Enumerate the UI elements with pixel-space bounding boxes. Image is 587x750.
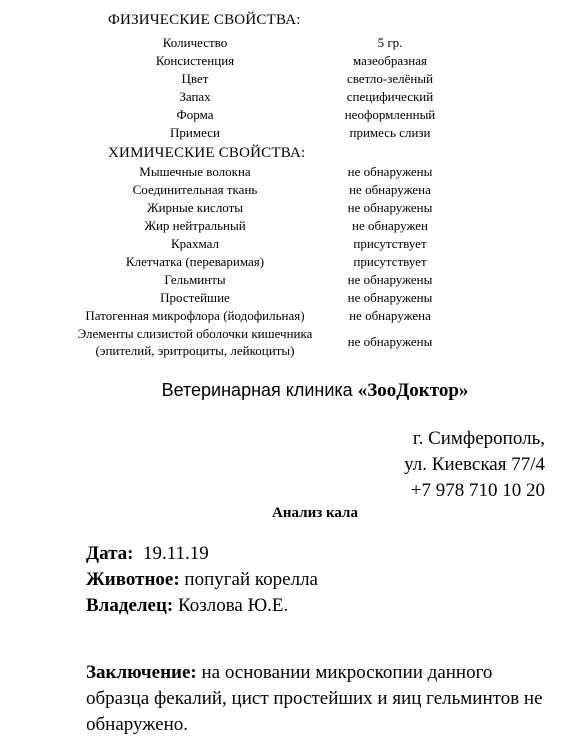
physical-row bbox=[0, 88, 587, 106]
physical-prop-label: Количество bbox=[162, 35, 228, 50]
physical-prop-value: специфический bbox=[346, 89, 434, 104]
physical-prop-label: Запах bbox=[179, 89, 211, 104]
physical-section-title: ФИЗИЧЕСКИЕ СВОЙСТВА: bbox=[108, 12, 301, 28]
physical-prop-label: Форма bbox=[176, 107, 214, 122]
chemical-prop-label: Простейшие bbox=[160, 290, 230, 305]
chemical-row bbox=[0, 289, 587, 307]
chemical-prop-value: не обнаружены bbox=[347, 290, 433, 305]
clinic-name: «ЗооДоктор» bbox=[357, 380, 469, 401]
owner-value: Козлова Ю.Е. bbox=[178, 595, 289, 616]
chemical-prop-value: не обнаружены bbox=[347, 164, 433, 179]
chemical-row bbox=[0, 235, 587, 253]
chemical-prop-value: не обнаружена bbox=[349, 308, 431, 323]
physical-row bbox=[0, 124, 587, 142]
physical-prop-label: Цвет bbox=[181, 71, 209, 86]
chemical-prop-label: Мышечные волокна bbox=[139, 164, 251, 179]
physical-prop-label: Примеси bbox=[170, 125, 220, 140]
animal-field bbox=[86, 569, 318, 591]
chemical-row bbox=[0, 253, 587, 271]
chemical-prop-label: Гельминты bbox=[164, 272, 226, 287]
owner-field bbox=[86, 595, 288, 617]
physical-prop-value: 5 гр. bbox=[377, 35, 403, 50]
physical-row bbox=[0, 106, 587, 124]
physical-prop-value: примесь слизи bbox=[349, 125, 431, 140]
chemical-row bbox=[0, 163, 587, 181]
physical-prop-value: светло-зелёный bbox=[346, 71, 434, 86]
conclusion-text: на основании микроскопии данного образца фекалий, цист простейших и яиц гельминтов не обнаружено. bbox=[86, 662, 543, 735]
conclusion-label: Заключение: bbox=[86, 662, 197, 683]
physical-prop-label: Консистенция bbox=[155, 53, 235, 68]
chemical-prop-label: Жирные кислоты bbox=[146, 200, 244, 215]
owner-label: Владелец: bbox=[86, 595, 174, 616]
chemical-prop-value: присутствует bbox=[353, 254, 427, 269]
chemical-row bbox=[0, 307, 587, 325]
chemical-row bbox=[0, 325, 587, 359]
address-city: г. Симферополь, bbox=[412, 428, 545, 449]
chemical-prop-value: не обнаружена bbox=[349, 182, 431, 197]
chemical-prop-value: не обнаружены bbox=[347, 334, 433, 349]
analysis-title: Анализ кала bbox=[272, 505, 358, 521]
physical-row bbox=[0, 70, 587, 88]
chemical-prop-label: Клетчатка (переваримая) bbox=[125, 254, 265, 269]
chemical-prop-label: Элементы слизистой оболочки кишечника (эпителий, эритроциты, лейкоциты) bbox=[77, 326, 313, 358]
chemical-prop-value: не обнаружен bbox=[351, 218, 428, 233]
physical-row bbox=[0, 52, 587, 70]
chemical-row bbox=[0, 199, 587, 217]
date-value: 19.11.19 bbox=[142, 543, 209, 564]
clinic-heading bbox=[0, 380, 587, 402]
date-field bbox=[86, 543, 209, 565]
physical-prop-value: неоформленный bbox=[344, 107, 436, 122]
animal-value: попугай корелла bbox=[184, 569, 318, 590]
chemical-prop-label: Крахмал bbox=[171, 236, 219, 251]
chemical-prop-value: присутствует bbox=[353, 236, 427, 251]
chemical-prop-label: Жир нейтральный bbox=[144, 218, 246, 233]
clinic-prefix: Ветеринарная клиника bbox=[161, 380, 358, 400]
chemical-row bbox=[0, 181, 587, 199]
chemical-prop-label: Соединительная ткань bbox=[132, 182, 258, 197]
chemical-prop-value: не обнаружены bbox=[347, 200, 433, 215]
address-street: ул. Киевская 77/4 bbox=[404, 454, 545, 475]
physical-row bbox=[0, 34, 587, 52]
chemical-section-title: ХИМИЧЕСКИЕ СВОЙСТВА: bbox=[108, 145, 306, 161]
date-label: Дата: bbox=[86, 543, 134, 564]
chemical-row bbox=[0, 217, 587, 235]
chemical-prop-label: Патогенная микрофлора (йодофильная) bbox=[85, 308, 305, 323]
conclusion-block bbox=[86, 660, 546, 738]
physical-prop-value: мазеобразная bbox=[352, 53, 428, 68]
address-phone: +7 978 710 10 20 bbox=[410, 480, 545, 501]
animal-label: Животное: bbox=[86, 569, 180, 590]
chemical-prop-value: не обнаружены bbox=[347, 272, 433, 287]
chemical-row bbox=[0, 271, 587, 289]
